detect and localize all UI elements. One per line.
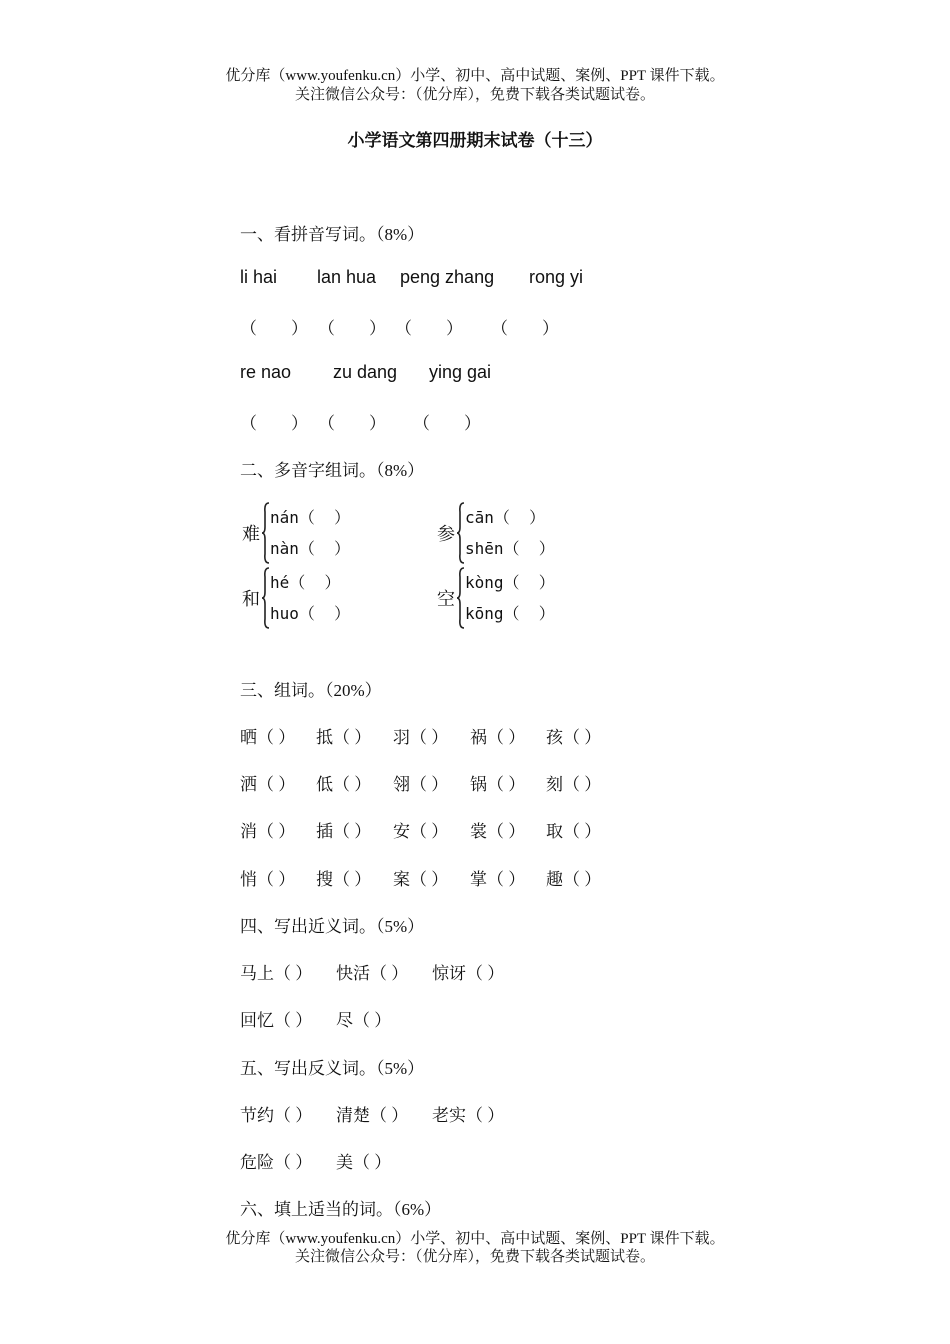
pinyin-item: li hai: [240, 267, 278, 287]
brace-icon: [262, 502, 270, 564]
word-item: 惊讶（ ）: [432, 964, 505, 983]
word-item: 抵（ ）: [316, 728, 372, 747]
polyphone-char: 和: [242, 589, 260, 609]
brace-icon: [457, 567, 465, 629]
pinyin-item: peng zhang: [400, 267, 495, 287]
polyphone-reading: cān（ ）: [465, 508, 546, 527]
section6-heading: 六、填上适当的词。（6%）: [240, 1200, 442, 1219]
word-item: 危险（ ）: [240, 1153, 313, 1172]
polyphone-group-nan: [240, 500, 380, 566]
polyphone-reading: nàn（ ）: [270, 539, 351, 558]
word-item: 老实（ ）: [432, 1106, 505, 1125]
word-item: 羽（ ）: [393, 728, 449, 747]
word-item: 锅（ ）: [470, 775, 526, 794]
word-item: 掌（ ）: [470, 870, 526, 889]
polyphone-reading: kōng（ ）: [465, 604, 555, 623]
word-item: 裳（ ）: [470, 822, 526, 841]
section5-heading: 五、写出反义词。（5%）: [240, 1059, 425, 1078]
word-item: 翎（ ）: [393, 775, 449, 794]
word-item: 案（ ）: [393, 870, 449, 889]
answer-blank: （ ）: [318, 414, 386, 433]
word-item: 安（ ）: [393, 822, 449, 841]
polyphone-char: 难: [242, 524, 260, 544]
answer-blank: （ ）: [413, 414, 481, 433]
word-item: 取（ ）: [546, 822, 602, 841]
answer-blank: （ ）: [240, 414, 308, 433]
word-item: 晒（ ）: [240, 728, 296, 747]
answer-blank: （ ）: [240, 319, 308, 338]
page-footer-line1: 优分库（www.youfenku.cn）小学、初中、高中试题、案例、PPT 课件下载。: [225, 1231, 725, 1247]
word-item: 洒（ ）: [240, 775, 296, 794]
brace-icon: [262, 567, 270, 629]
polyphone-char: 空: [437, 589, 455, 609]
polyphone-group-kong: [435, 565, 585, 631]
polyphone-reading: kòng（ ）: [465, 573, 555, 592]
pinyin-item: re nao: [240, 362, 292, 382]
word-item: 孩（ ）: [546, 728, 602, 747]
word-item: 马上（ ）: [240, 964, 313, 983]
page-header-line1: 优分库（www.youfenku.cn）小学、初中、高中试题、案例、PPT 课件下载。: [225, 68, 725, 84]
word-item: 祸（ ）: [470, 728, 526, 747]
answer-blank: （ ）: [491, 319, 559, 338]
section3-heading: 三、组词。（20%）: [240, 681, 382, 700]
word-item: 刻（ ）: [546, 775, 602, 794]
section4-heading: 四、写出近义词。（5%）: [240, 917, 425, 936]
word-item: 美（ ）: [336, 1153, 392, 1172]
word-item: 悄（ ）: [240, 870, 296, 889]
document-title: 小学语文第四册期末试卷（十三）: [347, 131, 603, 150]
section1-heading: 一、看拼音写词。（8%）: [240, 225, 425, 244]
word-item: 回忆（ ）: [240, 1011, 313, 1030]
pinyin-item: lan hua: [317, 267, 377, 287]
word-item: 消（ ）: [240, 822, 296, 841]
word-item: 趣（ ）: [546, 870, 602, 889]
polyphone-char: 参: [437, 524, 455, 544]
word-item: 低（ ）: [316, 775, 372, 794]
polyphone-reading: huo（ ）: [270, 604, 351, 623]
answer-blank: （ ）: [318, 319, 386, 338]
polyphone-reading: hé（ ）: [270, 573, 341, 592]
word-item: 节约（ ）: [240, 1106, 313, 1125]
pinyin-item: zu dang: [333, 362, 398, 382]
pinyin-item: rong yi: [529, 267, 584, 287]
polyphone-reading: nán（ ）: [270, 508, 351, 527]
word-item: 尽（ ）: [336, 1011, 392, 1030]
polyphone-group-can: [435, 500, 585, 566]
pinyin-item: ying gai: [429, 362, 492, 382]
answer-blank: （ ）: [395, 319, 463, 338]
word-item: 清楚（ ）: [336, 1106, 409, 1125]
brace-icon: [457, 502, 465, 564]
section2-heading: 二、多音字组词。（8%）: [240, 461, 425, 480]
page-footer-line2: 关注微信公众号：（优分库），免费下载各类试题试卷。: [294, 1249, 655, 1265]
page-header-line2: 关注微信公众号：（优分库），免费下载各类试题试卷。: [294, 87, 655, 103]
word-item: 快活（ ）: [336, 964, 409, 983]
polyphone-group-he: [240, 565, 380, 631]
polyphone-reading: shēn（ ）: [465, 539, 555, 558]
word-item: 搜（ ）: [316, 870, 372, 889]
word-item: 插（ ）: [316, 822, 372, 841]
